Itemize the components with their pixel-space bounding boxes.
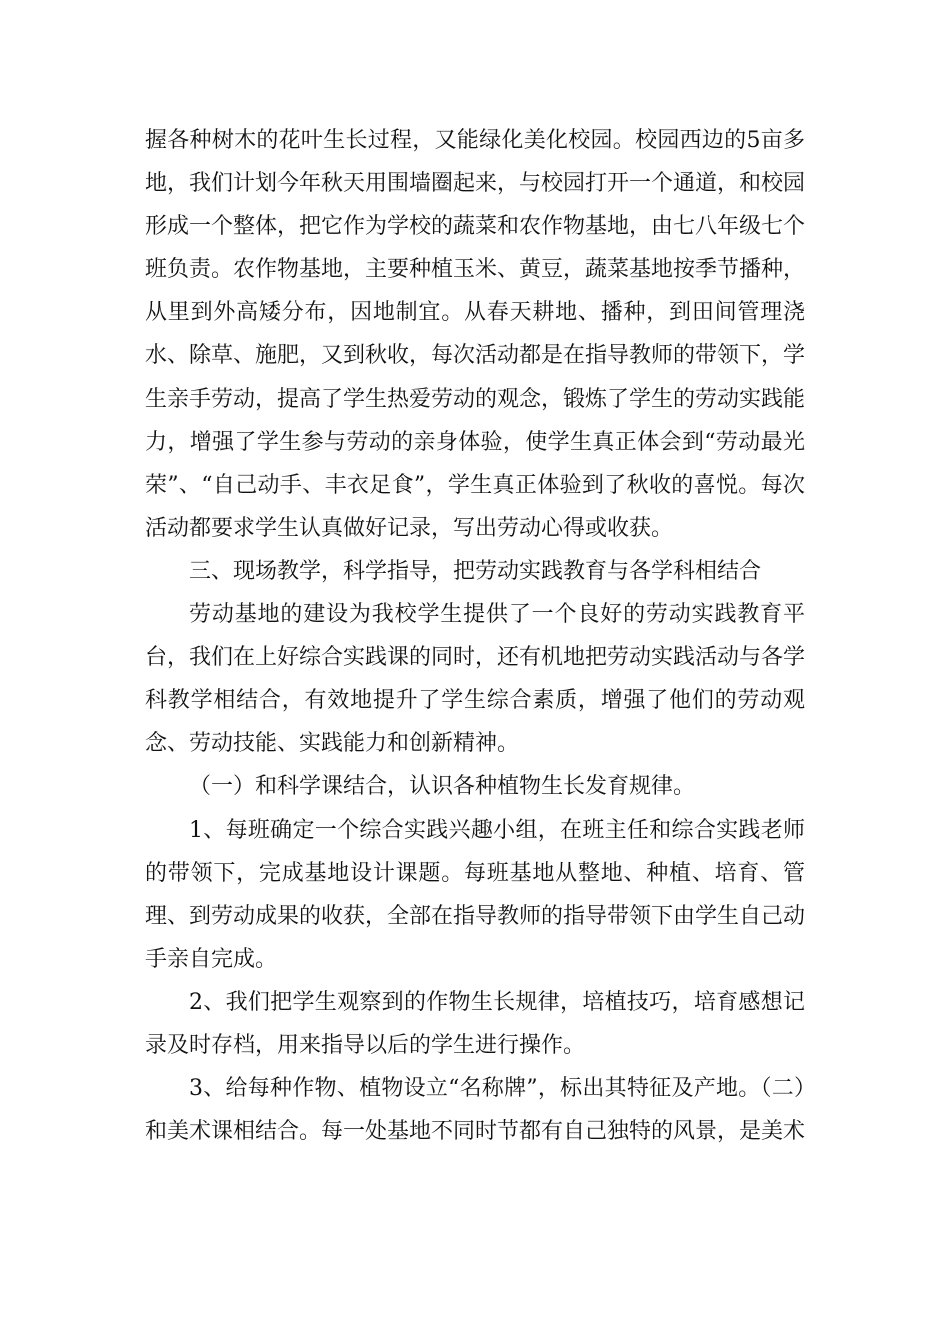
paragraph-continuation: 握各种树木的花叶生长过程，又能绿化美化校园。校园西边的5亩多地，我们计划今年秋天用围墙圈起来，与校园打开一个通道，和校园形成一个整体，把它作为学校的蔬菜和农作物基地，由七八年级七个班负责。农作物基地，主要种植玉米、黄豆，蔬菜基地按季节播种，从里到外高矮分布，因地制宜。从春天耕地、播种，到田间管理浇水、除草、施肥，又到秋收，每次活动都是在指导教师的带领下，学生亲手劳动，提高了学生热爱劳动的观念，锻炼了学生的劳动实践能力，增强了学生参与劳动的亲身体验，使学生真正体会到“劳动最光荣”、“自己动手、丰衣足食”，学生真正体验到了秋收的喜悦。每次活动都要求学生认真做好记录，写出劳动心得或收获。 [145,128,806,541]
subsection-heading: （一）和科学课结合，认识各种植物生长发育规律。 [189,774,696,800]
document-body [145,119,805,1153]
list-item-1: 1、每班确定一个综合实践兴趣小组，在班主任和综合实践老师的带领下，完成基地设计课题。每班基地从整地、种植、培育、管理、到劳动成果的收获，全部在指导教师的指导带领下由学生自己动手亲自完成。 [145,817,806,972]
list-item-2: 2、我们把学生观察到的作物生长规律，培植技巧，培育感想记录及时存档，用来指导以后的学生进行操作。 [145,989,805,1058]
section-heading: 三、现场教学，科学指导，把劳动实践教育与各学科相结合 [189,558,762,584]
paragraph-intro: 劳动基地的建设为我校学生提供了一个良好的劳动实践教育平台，我们在上好综合实践课的同时，还有机地把劳动实践活动与各学科教学相结合，有效地提升了学生综合素质，增强了他们的劳动观念、劳动技能、实践能力和创新精神。 [145,602,806,757]
list-item-3: 3、给每种作物、植物设立“名称牌”，标出其特征及产地。（二）和美术课相结合。每一处基地不同时节都有自己独特的风景，是美术 [145,1076,806,1145]
